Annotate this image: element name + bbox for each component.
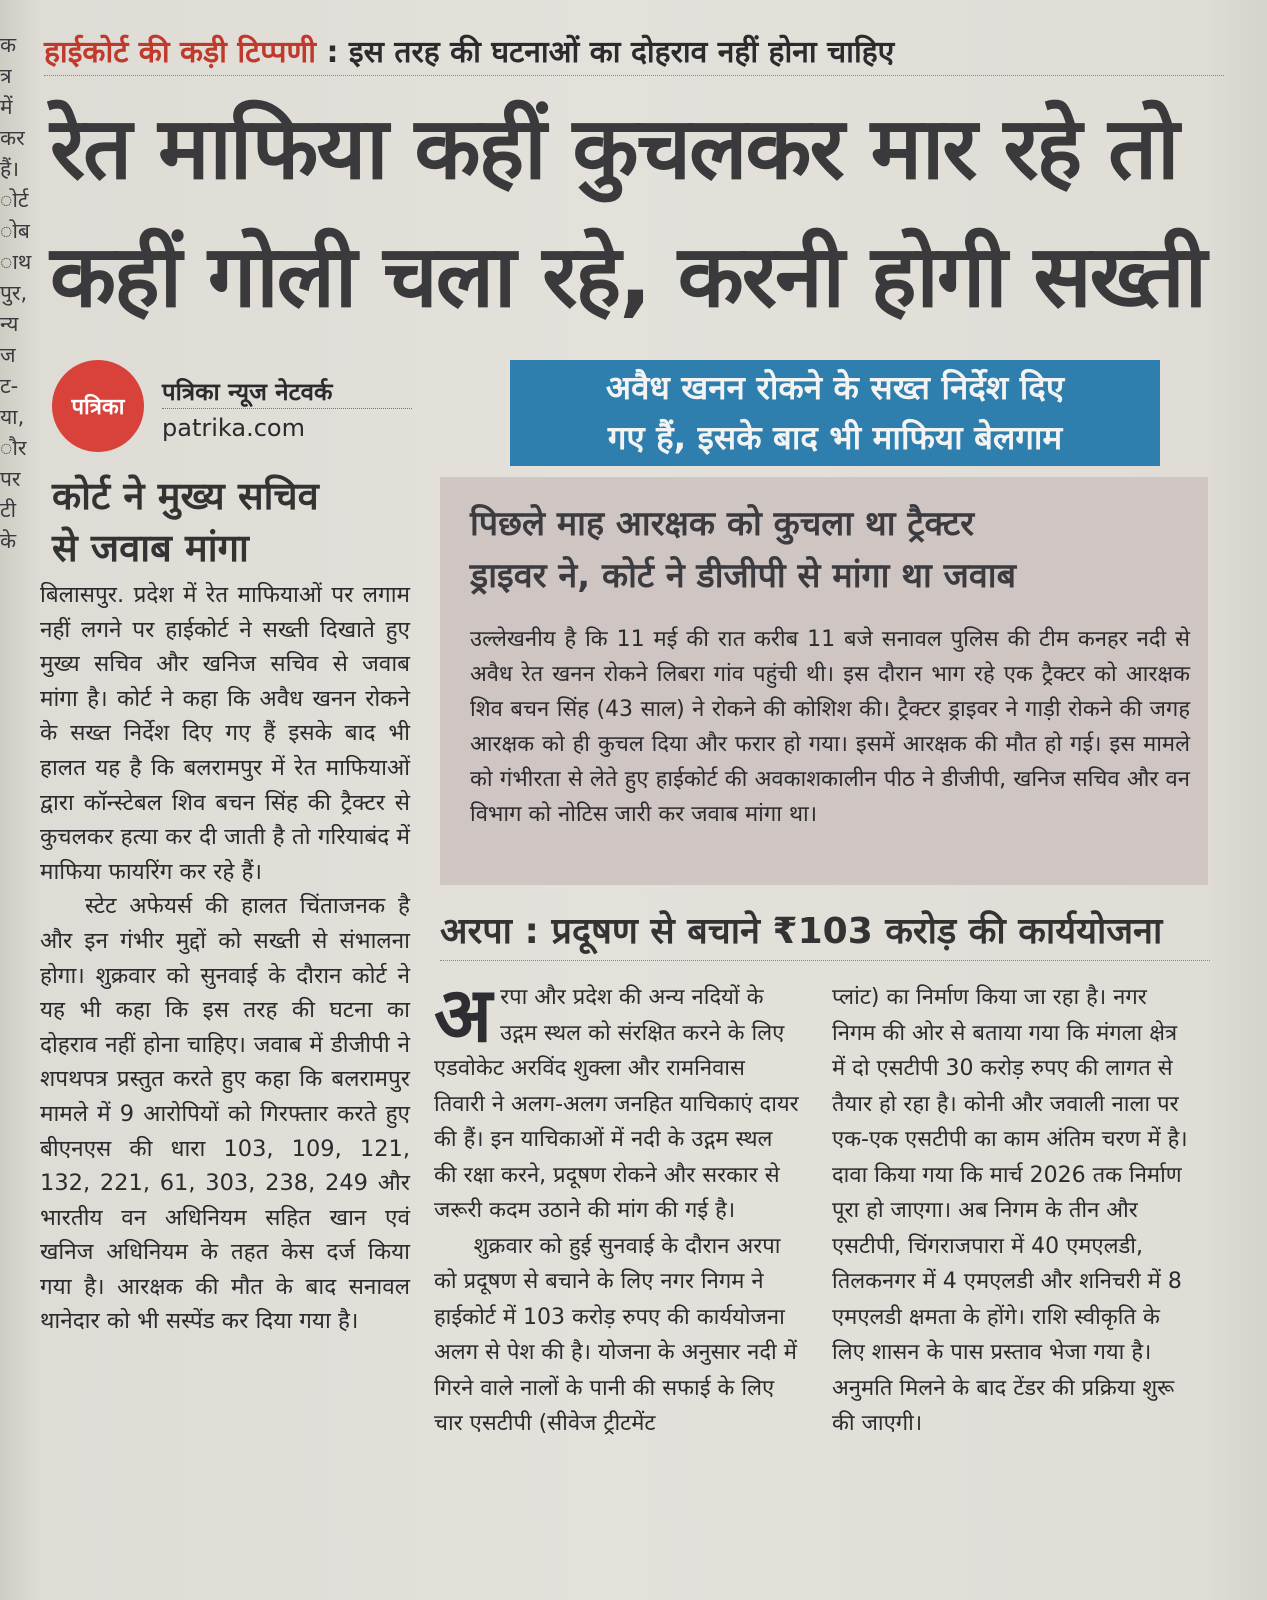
grey-heading-line-2: ड्राइवर ने, कोर्ट ने डीजीपी से मांगा था जवाब bbox=[470, 556, 1017, 596]
adjacent-column-fragments bbox=[0, 30, 32, 557]
dropcap-letter: अ bbox=[434, 970, 493, 1059]
edge-fragment: में bbox=[0, 95, 13, 119]
arpa-para-3: प्लांट) का निर्माण किया जा रहा है। नगर निगम की ओर से बताया गया कि मंगला क्षेत्र में दो एसटीपी 30 करोड़ रुपए की लागत से तैयार हो रहा है। कोनी और जवाली नाला पर एक-एक एसटीपी का काम अंतिम चरण में है। दावा किया गया कि मार्च 2026 तक निर्माण पूरा हो जाएगा। अब निगम के तीन और एसटीपी, चिंगराजपारा में 40 एमएलडी, तिलकनगर में 4 एमएलडी और शनिचरी में 8 एमएलडी क्षमता के होंगे। राशि स्वीकृति के लिए शासन के पास प्रस्ताव भेजा गया है। अनुमति मिलने के बाद टेंडर की प्रक्रिया शुरू की जाएगी। bbox=[832, 985, 1188, 1436]
highlight-line-2: गए हैं, इसके बाद भी माफिया बेलगाम bbox=[607, 418, 1063, 457]
byline-name: पत्रिका न्यूज नेटवर्क bbox=[162, 375, 412, 409]
left-para-1: बिलासपुर. प्रदेश में रेत माफियाओं पर लगाम नहीं लगने पर हाईकोर्ट ने सख्ती दिखाते हुए मुख्य सचिव और खनिज सचिव से जवाब मांगा है। कोर्ट ने कहा कि अवैध खनन रोकने के सख्त निर्देश दिए गए हैं इसके बाद भी हालत यह है कि बलरामपुर में रेत माफियाओं द्वारा कॉन्स्टेबल शिव बचन सिंह की ट्रैक्टर से कुचलकर हत्या कर दी जाती है तो गरियाबंद में माफिया फायरिंग कर रहे हैं। bbox=[40, 582, 410, 885]
left-story-heading bbox=[52, 470, 412, 574]
highlight-line-1: अवैध खनन रोकने के सख्त निर्देश दिए bbox=[605, 368, 1065, 407]
left-heading-line-1: कोर्ट ने मुख्य सचिव bbox=[52, 474, 319, 518]
highlight-box bbox=[510, 360, 1160, 466]
headline-line-1: रेत माफिया कहीं कुचलकर मार रहे तो bbox=[50, 99, 1178, 199]
byline-site: patrika.com bbox=[162, 414, 305, 442]
kicker-separator: : bbox=[316, 35, 349, 70]
edge-fragment: क bbox=[0, 33, 17, 57]
edge-fragment: ोब bbox=[0, 219, 30, 243]
kicker-red-label: हाईकोर्ट की कड़ी टिप्पणी bbox=[44, 35, 316, 70]
arpa-para-1 bbox=[434, 970, 802, 1229]
edge-fragment: त्र bbox=[0, 64, 12, 88]
grey-story-body: उल्लेखनीय है कि 11 मई की रात करीब 11 बजे सनावल पुलिस की टीम कनहर नदी से अवैध रेत खनन रोकने लिबरा गांव पहुंची थी। इस दौरान भाग रहे एक ट्रैक्टर को आरक्षक शिव बचन सिंह (43 साल) ने रोकने की कोशिश की। ट्रैक्टर ड्राइवर ने गाड़ी रोकने की जगह आरक्षक को ही कुचल दिया और फरार हो गया। इसमें आरक्षक की मौत हो गई। इस मामले को गंभीरता से लेते हुए हाईकोर्ट की अवकाशकालीन पीठ ने डीजीपी, खनिज सचिव और वन विभाग को नोटिस जारी कर जवाब मांगा था। bbox=[470, 627, 1190, 827]
arpa-story-middle-column bbox=[434, 970, 802, 1442]
edge-fragment: टी bbox=[0, 498, 17, 522]
edge-fragment: ौर bbox=[0, 436, 27, 460]
logo-text: पत्रिका bbox=[71, 395, 125, 420]
left-story-body bbox=[40, 578, 410, 1339]
edge-fragment: कर bbox=[0, 126, 25, 150]
arpa-story-right-column bbox=[832, 980, 1192, 1442]
edge-fragment: ट- bbox=[0, 374, 19, 398]
edge-fragment: ज bbox=[0, 343, 16, 367]
left-heading-line-2: से जवाब मांगा bbox=[52, 526, 249, 570]
edge-fragment: ोर्ट bbox=[0, 188, 29, 212]
arpa-para-2: शुक्रवार को हुई सुनवाई के दौरान अरपा को प्रदूषण से बचाने के लिए नगर निगम ने हाईकोर्ट में 103 करोड़ रुपए की कार्ययोजना अलग से पेश की है। योजना के अनुसार नदी में गिरने वाले नालों के पानी की सफाई के लिए चार एसटीपी (सीवेज ट्रीटमेंट bbox=[434, 1233, 797, 1436]
main-headline bbox=[50, 85, 1230, 341]
grey-heading-line-1: पिछले माह आरक्षक को कुचला था ट्रैक्टर bbox=[470, 504, 975, 544]
patrika-logo bbox=[52, 360, 144, 452]
edge-fragment: हैं। bbox=[0, 157, 20, 181]
arpa-story-heading: अरपा : प्रदूषण से बचाने ₹103 करोड़ की कार्ययोजना bbox=[440, 905, 1210, 961]
kicker-line bbox=[44, 30, 1224, 76]
kicker-text: इस तरह की घटनाओं का दोहराव नहीं होना चाहिए bbox=[348, 35, 895, 70]
edge-fragment: या, bbox=[0, 405, 25, 429]
edge-fragment: पुर, bbox=[0, 281, 28, 305]
headline-line-2: कहीं गोली चला रहे, करनी होगी सख्ती bbox=[50, 227, 1205, 327]
left-para-2: स्टेट अफेयर्स की हालत चिंताजनक है और इन गंभीर मुद्दों को सख्ती से संभालना होगा। शुक्रवार को सुनवाई के दौरान कोर्ट ने यह भी कहा कि इस तरह की घटना का दोहराव नहीं होना चाहिए। जवाब में डीजीपी ने शपथपत्र प्रस्तुत करते हुए कहा कि बलरामपुर मामले में 9 आरोपियों को गिरफ्तार करते हुए बीएनएस की धारा 103, 109, 121, 132, 221, 61, 303, 238, 249 और भारतीय वन अधिनियम सहित खान एवं खनिज अधिनियम के तहत केस दर्ज किया गया है। आरक्षक की मौत के बाद सनावल थानेदार को भी सस्पेंड कर दिया गया है। bbox=[40, 893, 410, 1335]
edge-fragment: के bbox=[0, 529, 17, 553]
grey-story-heading bbox=[470, 498, 1190, 602]
edge-fragment: न्य bbox=[0, 312, 19, 336]
edge-fragment: ाथ bbox=[0, 250, 32, 274]
arpa-para-1-text: रपा और प्रदेश की अन्य नदियों के उद्गम स्थल को संरक्षित करने के लिए एडवोकेट अरविंद शुक्ला और रामनिवास तिवारी ने अलग-अलग जनहित याचिकाएं दायर की हैं। इन याचिकाओं में नदी के उद्गम स्थल की रक्षा करने, प्रदूषण रोकने और सरकार से जरूरी कदम उठाने की मांग की गई है। bbox=[434, 985, 799, 1223]
edge-fragment: पर bbox=[0, 467, 21, 491]
